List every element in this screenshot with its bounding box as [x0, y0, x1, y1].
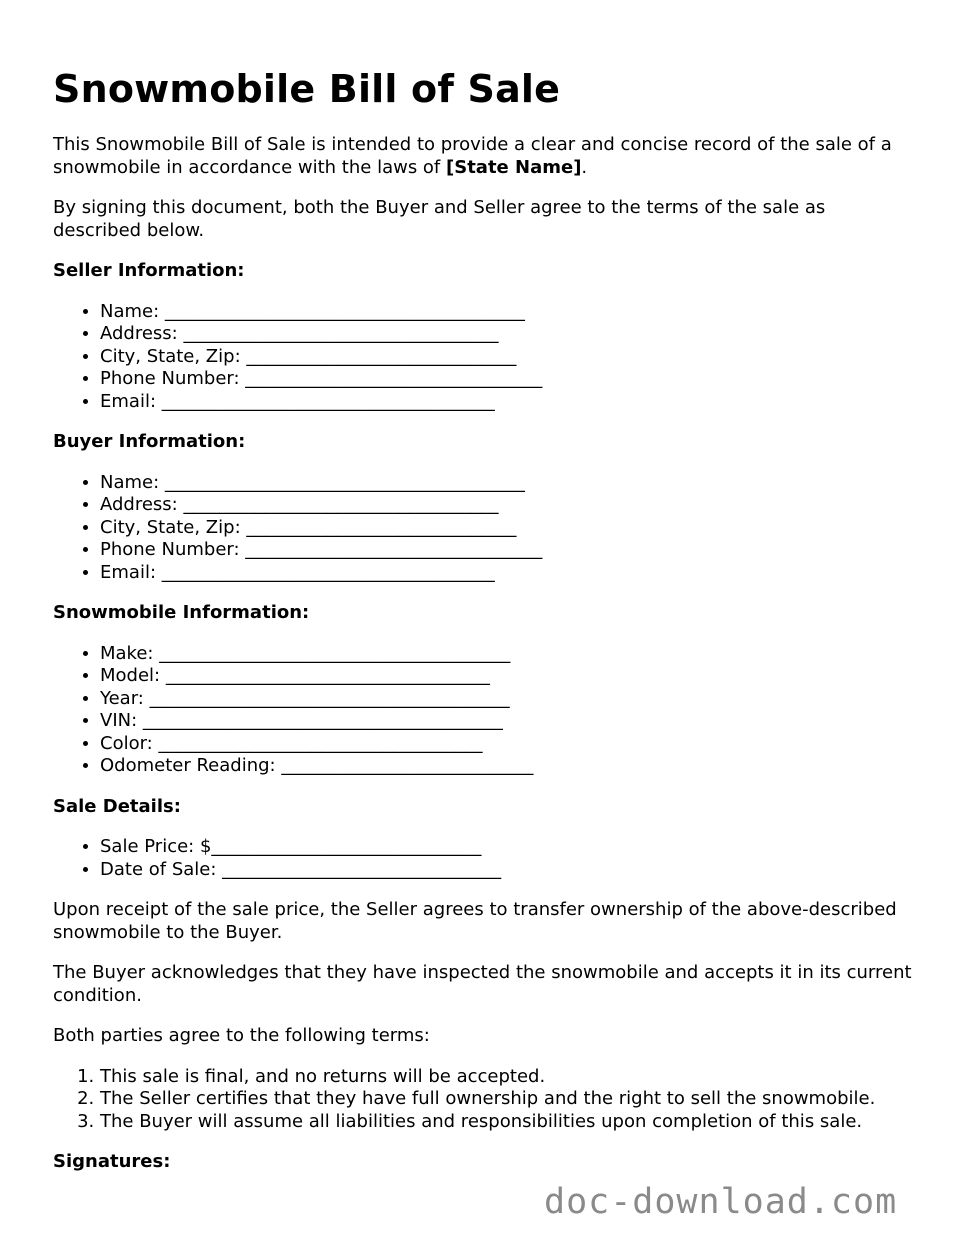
term-item: 1. This sale is final, and no returns will be accepted.	[100, 1066, 913, 1089]
sale-details-fields	[53, 836, 913, 881]
snowmobile-odometer-field: • Odometer Reading: ____________________________	[100, 755, 913, 778]
snowmobile-heading: Snowmobile Information:	[53, 602, 310, 623]
seller-fields	[53, 301, 913, 414]
snowmobile-model-field: • Model: ____________________________________	[100, 665, 913, 688]
signatures-heading: Signatures:	[53, 1151, 171, 1172]
intro-paragraph	[53, 134, 913, 179]
term-item: 2. The Seller certifies that they have full ownership and the right to sell the snowmobile.	[100, 1088, 913, 1111]
state-name-placeholder: [State Name]	[446, 156, 582, 178]
terms-list	[53, 1066, 913, 1134]
terms-intro: Both parties agree to the following terms:	[53, 1025, 430, 1046]
seller-heading: Seller Information:	[53, 260, 245, 281]
snowmobile-year-field: • Year: ________________________________________	[100, 688, 913, 711]
buyer-phone-field: • Phone Number: _________________________________	[100, 539, 913, 562]
buyer-heading: Buyer Information:	[53, 431, 246, 452]
sale-details-heading: Sale Details:	[53, 795, 181, 817]
seller-address-field: • Address: ___________________________________	[100, 323, 913, 346]
sale-price-field: • Sale Price: $______________________________	[100, 836, 913, 859]
seller-phone-field: • Phone Number: _________________________________	[100, 368, 913, 391]
sale-date-field: • Date of Sale: _______________________________	[100, 859, 913, 882]
seller-city-state-zip-field: • City, State, Zip: ______________________________	[100, 346, 913, 369]
watermark: doc-download.com	[544, 1182, 898, 1222]
intro-period: .	[581, 156, 588, 178]
buyer-email-field: • Email: _____________________________________	[100, 562, 913, 585]
snowmobile-vin-field: • VIN: ________________________________________	[100, 710, 913, 733]
buyer-address-field: • Address: ___________________________________	[100, 494, 913, 517]
transfer-paragraph: Upon receipt of the sale price, the Seller agrees to transfer ownership of the above-described snowmobile to the Buyer.	[53, 899, 897, 943]
buyer-fields	[53, 472, 913, 585]
term-item: 3. The Buyer will assume all liabilities and responsibilities upon completion of this sale.	[100, 1111, 913, 1134]
document-title: Snowmobile Bill of Sale	[53, 67, 561, 111]
intro-text: This Snowmobile Bill of Sale is intended to provide a clear and concise record of the sale of a snowmobile in accordance with the laws of	[53, 134, 892, 178]
document-page	[53, 62, 913, 1192]
buyer-city-state-zip-field: • City, State, Zip: ______________________________	[100, 517, 913, 540]
snowmobile-fields	[53, 643, 913, 778]
buyer-name-field: • Name: ________________________________________	[100, 472, 913, 495]
seller-name-field: • Name: ________________________________________	[100, 301, 913, 324]
seller-email-field: • Email: _____________________________________	[100, 391, 913, 414]
snowmobile-make-field: • Make: _______________________________________	[100, 643, 913, 666]
inspection-paragraph: The Buyer acknowledges that they have inspected the snowmobile and accepts it in its current condition.	[53, 962, 912, 1006]
snowmobile-color-field: • Color: ____________________________________	[100, 733, 913, 756]
agreement-paragraph: By signing this document, both the Buyer and Seller agree to the terms of the sale as described below.	[53, 197, 826, 241]
